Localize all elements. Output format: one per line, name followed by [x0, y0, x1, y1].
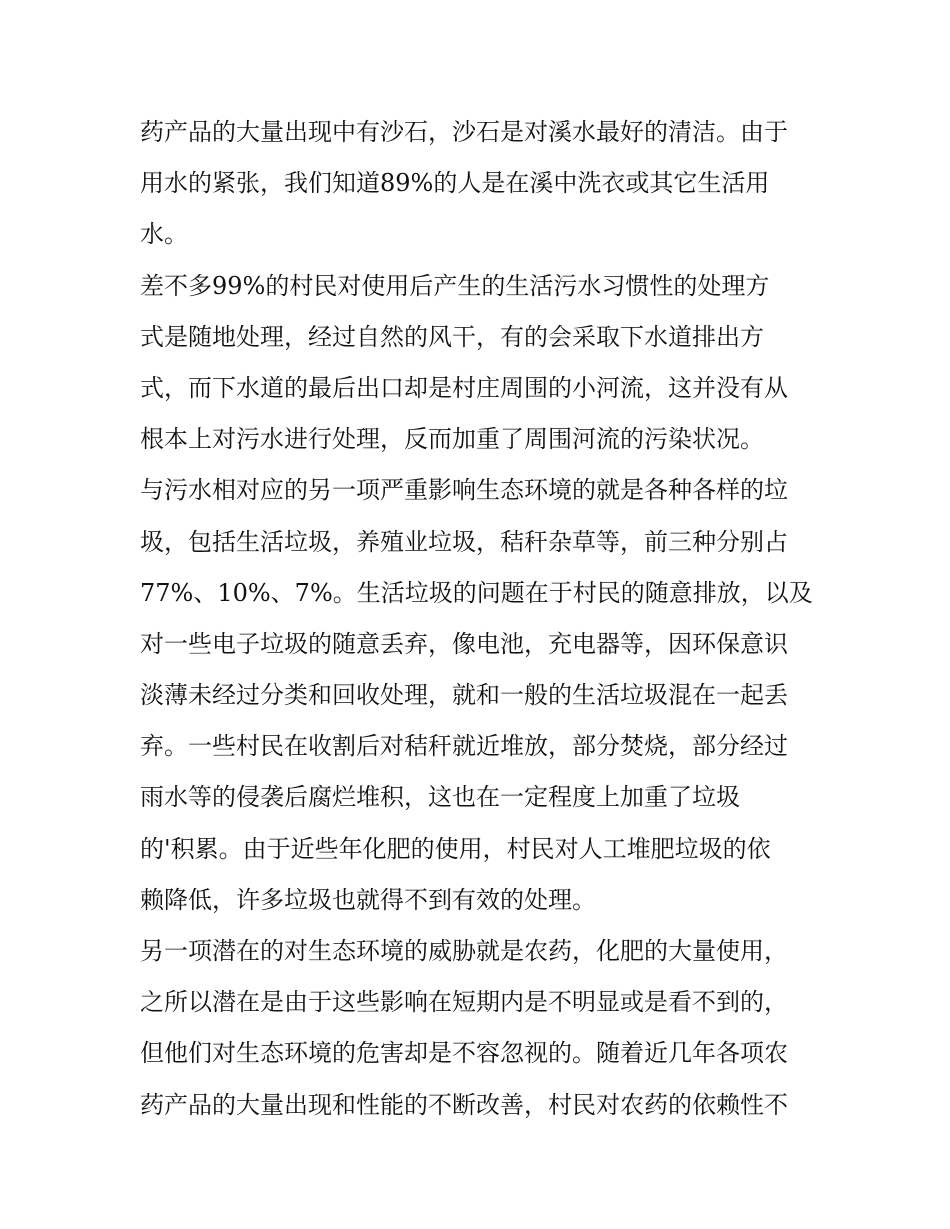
text-line: 对一些电子垃圾的随意丢弃，像电池，充电器等，因环保意识	[140, 629, 788, 658]
text-line: 赖降低，许多垃圾也就得不到有效的处理。	[140, 885, 596, 914]
text-line: 但他们对生态环境的危害却是不容忽视的。随着近几年各项农	[140, 1039, 788, 1068]
text-line: 弃。一些村民在收割后对秸秆就近堆放，部分焚烧，部分经过	[140, 732, 788, 761]
text-line: 水。	[140, 220, 188, 249]
text-line: 用水的紧张，我们知道89%的人是在溪中洗衣或其它生活用	[140, 169, 770, 198]
text-line: 式，而下水道的最后出口却是村庄周围的小河流，这并没有从	[140, 373, 788, 402]
text-line: 雨水等的侵袭后腐烂堆积，这也在一定程度上加重了垃圾	[140, 783, 740, 812]
text-line: 式是随地处理，经过自然的风干，有的会采取下水道排出方	[140, 322, 764, 351]
text-line: 药产品的大量出现和性能的不断改善，村民对农药的依赖性不	[140, 1090, 788, 1119]
text-line: 之所以潜在是由于这些影响在短期内是不明显或是看不到的，	[140, 988, 788, 1017]
body-text	[140, 107, 820, 1131]
text-line: 的'积累。由于近些年化肥的使用，村民对人工堆肥垃圾的依	[140, 834, 771, 863]
text-line: 圾，包括生活垃圾，养殖业垃圾，秸秆杂草等，前三种分别占	[140, 527, 788, 556]
text-line: 与污水相对应的另一项严重影响生态环境的就是各种各样的垃	[140, 476, 788, 505]
text-line: 根本上对污水进行处理，反而加重了周围河流的污染状况。	[140, 425, 764, 454]
text-line: 77%、10%、7%。生活垃圾的问题在于村民的随意排放，以及	[140, 578, 813, 607]
text-line: 药产品的大量出现中有沙石，沙石是对溪水最好的清洁。由于	[140, 118, 788, 146]
text-line: 淡薄未经过分类和回收处理，就和一般的生活垃圾混在一起丢	[140, 681, 788, 710]
text-line: 另一项潜在的对生态环境的威胁就是农药，化肥的大量使用，	[140, 937, 788, 965]
text-line: 差不多99%的村民对使用后产生的生活污水习惯性的处理方	[140, 271, 770, 300]
